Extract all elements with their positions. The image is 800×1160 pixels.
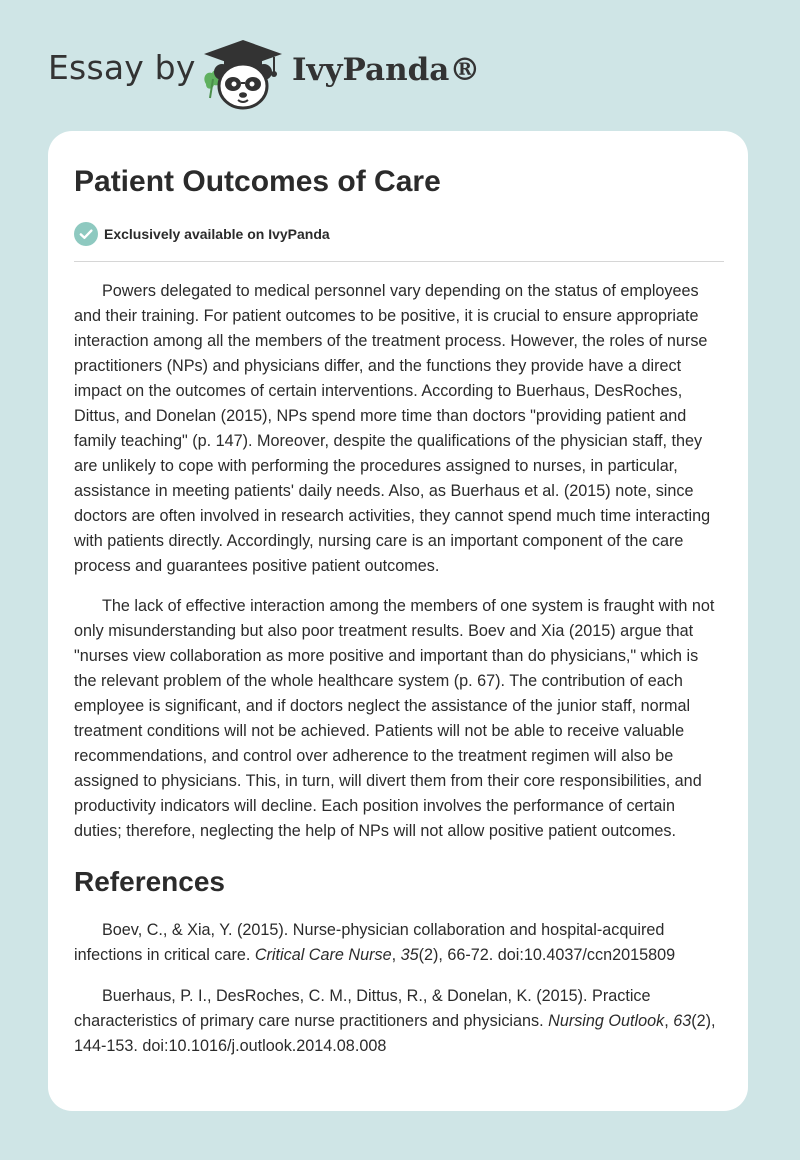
body-paragraph: The lack of effective interaction among the members of one system is fraught with not only misunderstanding but also poor treatment results. Boev and Xia (2015) argue that "nurses view collaboration as more positive and important than do physicians," which is the relevant problem of the whole healthcare system (p. 67). The contribution of each employee is significant, and if doctors neglect the assistance of the junior staff, normal treatment conditions will not be achieved. Patients will not be able to receive valuable recommendations, and control over adherence to the treatment regimen will also be assigned to physicians. This, in turn, will divert them from their core responsibilities, and productivity indicators will decline. Each position involves the performance of certain duties; therefore, neglecting the help of NPs will not allow positive patient outcomes. (74, 597, 715, 840)
panda-graduate-icon[interactable] (200, 38, 286, 110)
reference-item (74, 918, 724, 968)
references-heading: References (74, 866, 225, 897)
reference-volume: 35 (400, 946, 419, 964)
site-header (0, 0, 800, 120)
brand-prefix: Essay by (48, 48, 196, 87)
essay-card (48, 131, 748, 1111)
check-circle-icon (74, 222, 98, 246)
reference-pages-doi: (2), 144-153. doi:10.1016/j.outlook.2014.08.008 (74, 1012, 716, 1055)
badge-label: Exclusively available on IvyPanda (104, 226, 330, 242)
reference-volume: 63 (673, 1012, 692, 1030)
reference-pages-doi: (2), 66-72. doi:10.4037/ccn2015809 (418, 946, 676, 964)
page-title: Patient Outcomes of Care (74, 165, 441, 198)
reference-separator: , (664, 1012, 674, 1030)
divider (74, 261, 724, 262)
reference-item (74, 984, 724, 1059)
reference-journal: Nursing Outlook (548, 1012, 665, 1030)
reference-authors-title: Buerhaus, P. I., DesRoches, C. M., Dittus, R., & Donelan, K. (2015). Practice characteristics of primary care nurse practitioners and physicians. (74, 987, 651, 1030)
brand-name[interactable]: IvyPanda® (292, 52, 481, 88)
reference-authors-title: Boev, C., & Xia, Y. (2015). Nurse-physician collaboration and hospital-acquired infections in critical care. (74, 921, 665, 964)
reference-journal: Critical Care Nurse (254, 946, 392, 964)
exclusive-badge (74, 221, 330, 247)
body-paragraph: Powers delegated to medical personnel vary depending on the status of employees and their training. For patient outcomes to be positive, it is crucial to ensure appropriate interaction among all the members of the treatment process. However, the roles of nurse practitioners (NPs) and physicians differ, and the functions they provide have a direct impact on the outcomes of certain interventions. According to Buerhaus, DesRoches, Dittus, and Donelan (2015), NPs spend more time than doctors "providing patient and family teaching" (p. 147). Moreover, despite the qualifications of the physician staff, they are unlikely to cope with performing the procedures assigned to nurses, in particular, assistance in meeting patients' daily needs. Also, as Buerhaus et al. (2015) note, since doctors are often involved in research activities, they cannot spend much time interacting with patients directly. Accordingly, nursing care is an important component of the care process and guarantees positive patient outcomes. (74, 282, 711, 575)
reference-separator: , (391, 946, 401, 964)
essay-body (74, 279, 724, 1075)
